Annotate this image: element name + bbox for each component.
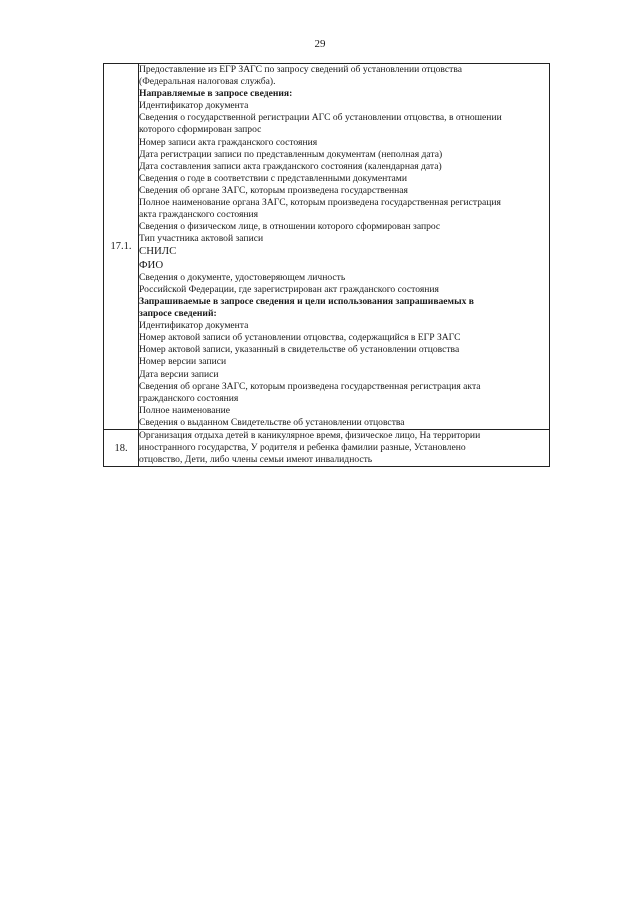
content-line: Дата регистрации записи по представленным документам (неполная дата) (139, 148, 443, 160)
content-line: Сведения об органе ЗАГС, которым произведена государственная (139, 184, 408, 196)
page-number: 29 (314, 38, 326, 50)
content-line: Сведения об органе ЗАГС, которым произведена государственная регистрация акта (139, 380, 481, 392)
section-heading: Направляемые в запросе сведения: (139, 88, 293, 100)
row-number: 17.1. (104, 64, 139, 430)
content-line: Номер версии записи (139, 356, 227, 368)
content-line: (Федеральная налоговая служба). (139, 76, 276, 88)
content-line: Идентификатор документа (139, 320, 249, 332)
services-table (103, 63, 550, 467)
row-number: 18. (104, 430, 139, 467)
content-line: отцовство, Дети, либо члены семьи имеют инвалидность (139, 454, 373, 466)
content-line: Сведения о выданном Свидетельстве об установлении отцовства (139, 416, 405, 428)
content-line: акта гражданского состояния (139, 209, 259, 221)
content-line: Российской Федерации, где зарегистрирован акт гражданского состояния (139, 283, 439, 295)
content-line: Номер записи акта гражданского состояния (139, 136, 318, 148)
row-content (139, 64, 550, 430)
content-line: Предоставление из ЕГР ЗАГС по запросу сведений об установлении отцовства (139, 64, 462, 75)
content-line: Дата версии записи (139, 368, 219, 380)
content-line: Полное наименование органа ЗАГС, которым произведена государственная регистрация (139, 197, 501, 209)
content-line: Организация отдыха детей в каникулярное время, физическое лицо, На территории (139, 430, 481, 442)
content-line: СНИЛС (139, 245, 177, 258)
content-line: Номер актовой записи, указанный в свидетельстве об установлении отцовства (139, 344, 460, 356)
row-content (139, 430, 550, 467)
content-line: иностранного государства, У родителя и ребенка фамилии разные, Установлено (139, 442, 466, 454)
content-line: ФИО (139, 258, 164, 271)
content-line: Дата составления записи акта гражданского состояния (календарная дата) (139, 160, 442, 172)
content-line: Сведения о документе, удостоверяющем личность (139, 271, 346, 283)
content-line: Идентификатор документа (139, 100, 249, 112)
content-line: которого сформирован запрос (139, 124, 262, 136)
content-line: Сведения о государственной регистрации АГС об установлении отцовства, в отношении (139, 112, 502, 124)
table-row (104, 430, 550, 467)
content-line: Сведения о физическом лице, в отношении которого сформирован запрос (139, 221, 441, 233)
content-line: Полное наименование (139, 404, 231, 416)
section-heading: запросе сведений: (139, 308, 217, 320)
content-line: Сведения о годе в соответствии с представленными документами (139, 172, 408, 184)
content-line: Тип участника актовой записи (139, 233, 264, 245)
section-heading: Запрашиваемые в запросе сведения и цели использования запрашиваемых в (139, 296, 474, 307)
table-row (104, 64, 550, 430)
content-line: гражданского состояния (139, 392, 239, 404)
content-line: Номер актовой записи об установлении отцовства, содержащийся в ЕГР ЗАГС (139, 332, 461, 344)
